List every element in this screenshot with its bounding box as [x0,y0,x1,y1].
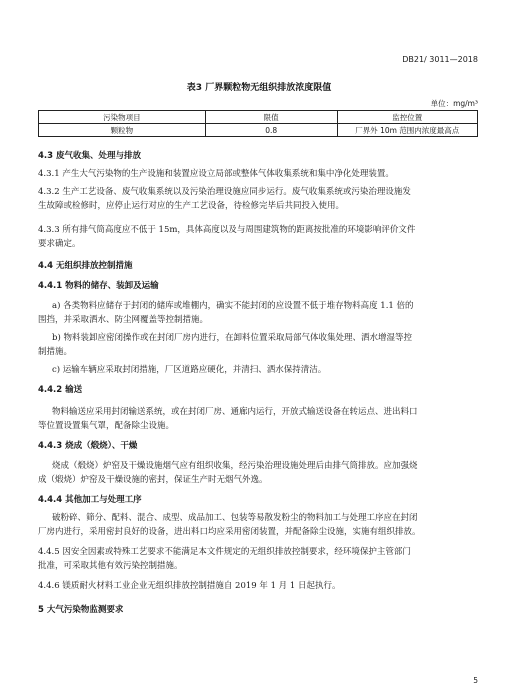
paragraph-line: 成（煅烧）炉窑及干燥设施的密封，保证生产时无烟气外逸。 [38,475,268,485]
paragraph-line: 4.4.6 镁质耐火材料工业企业无组织排放控制措施自 2019 年 1 月 1 日起执行。 [38,581,341,591]
paragraph-line: 4.3.2 生产工艺设备、废气收集系统以及污染治理设施应同步运行。废气收集系统或污染治理设施发 [38,187,411,197]
paragraph-line: 生故障或检修时，应停止运行对应的生产工艺设备，待检修完毕后共同投入使用。 [38,201,345,211]
table-cell: 颗粒物 [39,124,206,137]
table-row [39,124,478,137]
paragraph-line: 4.3.3 所有排气筒高度应不低于 15m，具体高度以及与周围建筑物的距离按批准的环境影响评价文件 [38,225,416,235]
paragraph-line: 要求确定。 [38,239,81,249]
paragraph-line: 烧成（煅烧）炉窑及干燥设施烟气应有组织收集，经污染治理设施处理后由排气筒排放。应加强烧 [52,461,418,471]
table-header-cell: 监控位置 [337,111,478,124]
paragraph-line: 厂房内进行，采用密封良好的设备，进出料口均应采用密闭装置，并配备除尘设施，实施有组织排放。 [38,527,421,537]
paragraph-line: 制措施。 [38,347,73,357]
section-heading: 4.4.3 烧成（煅烧）、干燥 [38,441,138,451]
paragraph-line: b) 物料装卸应密闭操作或在封闭厂房内进行，在卸料位置采取局部气体收集处理、洒水增湿等控 [52,333,412,343]
table-header-cell: 限值 [205,111,337,124]
table-cell: 厂界外 10m 范围内浓度最高点 [337,124,478,137]
table-header-row [39,111,478,124]
paragraph-line: 物料输送应采用封闭输送系统，或在封闭厂房、通廊内运行，开放式输送设备在转运点、进出料口 [52,407,418,417]
section-heading: 4.4.4 其他加工与处理工序 [38,495,142,505]
paragraph-line: 等位置设置集气罩，配备除尘设施。 [38,421,175,431]
paragraph-line: a) 各类物料应储存于封闭的储库或堆棚内，确实不能封闭的应设置不低于堆存物料高度 1.1 倍的 [52,301,414,311]
paragraph-line: 4.4.5 因安全因素或特殊工艺要求不能满足本文件规定的无组织排放控制要求，经环境保护主管部门 [38,547,411,557]
table-unit: 单位：mg/m³ [430,99,478,108]
paragraph-line: 批准，可采取其他有效污染控制措施。 [38,561,183,571]
section-heading: 4.4.2 输送 [38,385,83,395]
limit-table [38,110,478,137]
paragraph-line: 4.3.1 产生大气污染物的生产设施和装置应设立局部或整体气体收集系统和集中净化处理装置。 [38,169,394,179]
section-heading: 5 大气污染物监测要求 [38,605,124,615]
table-caption: 表3 厂界颗粒物无组织排放浓度限值 [186,83,332,93]
standard-code: DB21/ 3011—2018 [402,55,478,64]
section-heading: 4.4.1 物料的储存、装卸及运输 [38,281,159,291]
paragraph-line: c) 运输车辆应采取封闭措施，厂区道路应硬化，并清扫、洒水保持清洁。 [52,365,327,375]
table-header-cell: 污染物项目 [39,111,206,124]
paragraph-line: 围挡，并采取洒水、防尘网覆盖等控制措施。 [38,315,209,325]
section-heading: 4.4 无组织排放控制措施 [38,261,133,271]
table-cell: 0.8 [205,124,337,137]
page-number: 5 [473,676,478,685]
section-heading: 4.3 废气收集、处理与排放 [38,151,142,161]
paragraph-line: 破粉碎、筛分、配料、混合、成型、成品加工、包装等易散发粉尘的物料加工与处理工序应在封闭 [52,513,418,523]
